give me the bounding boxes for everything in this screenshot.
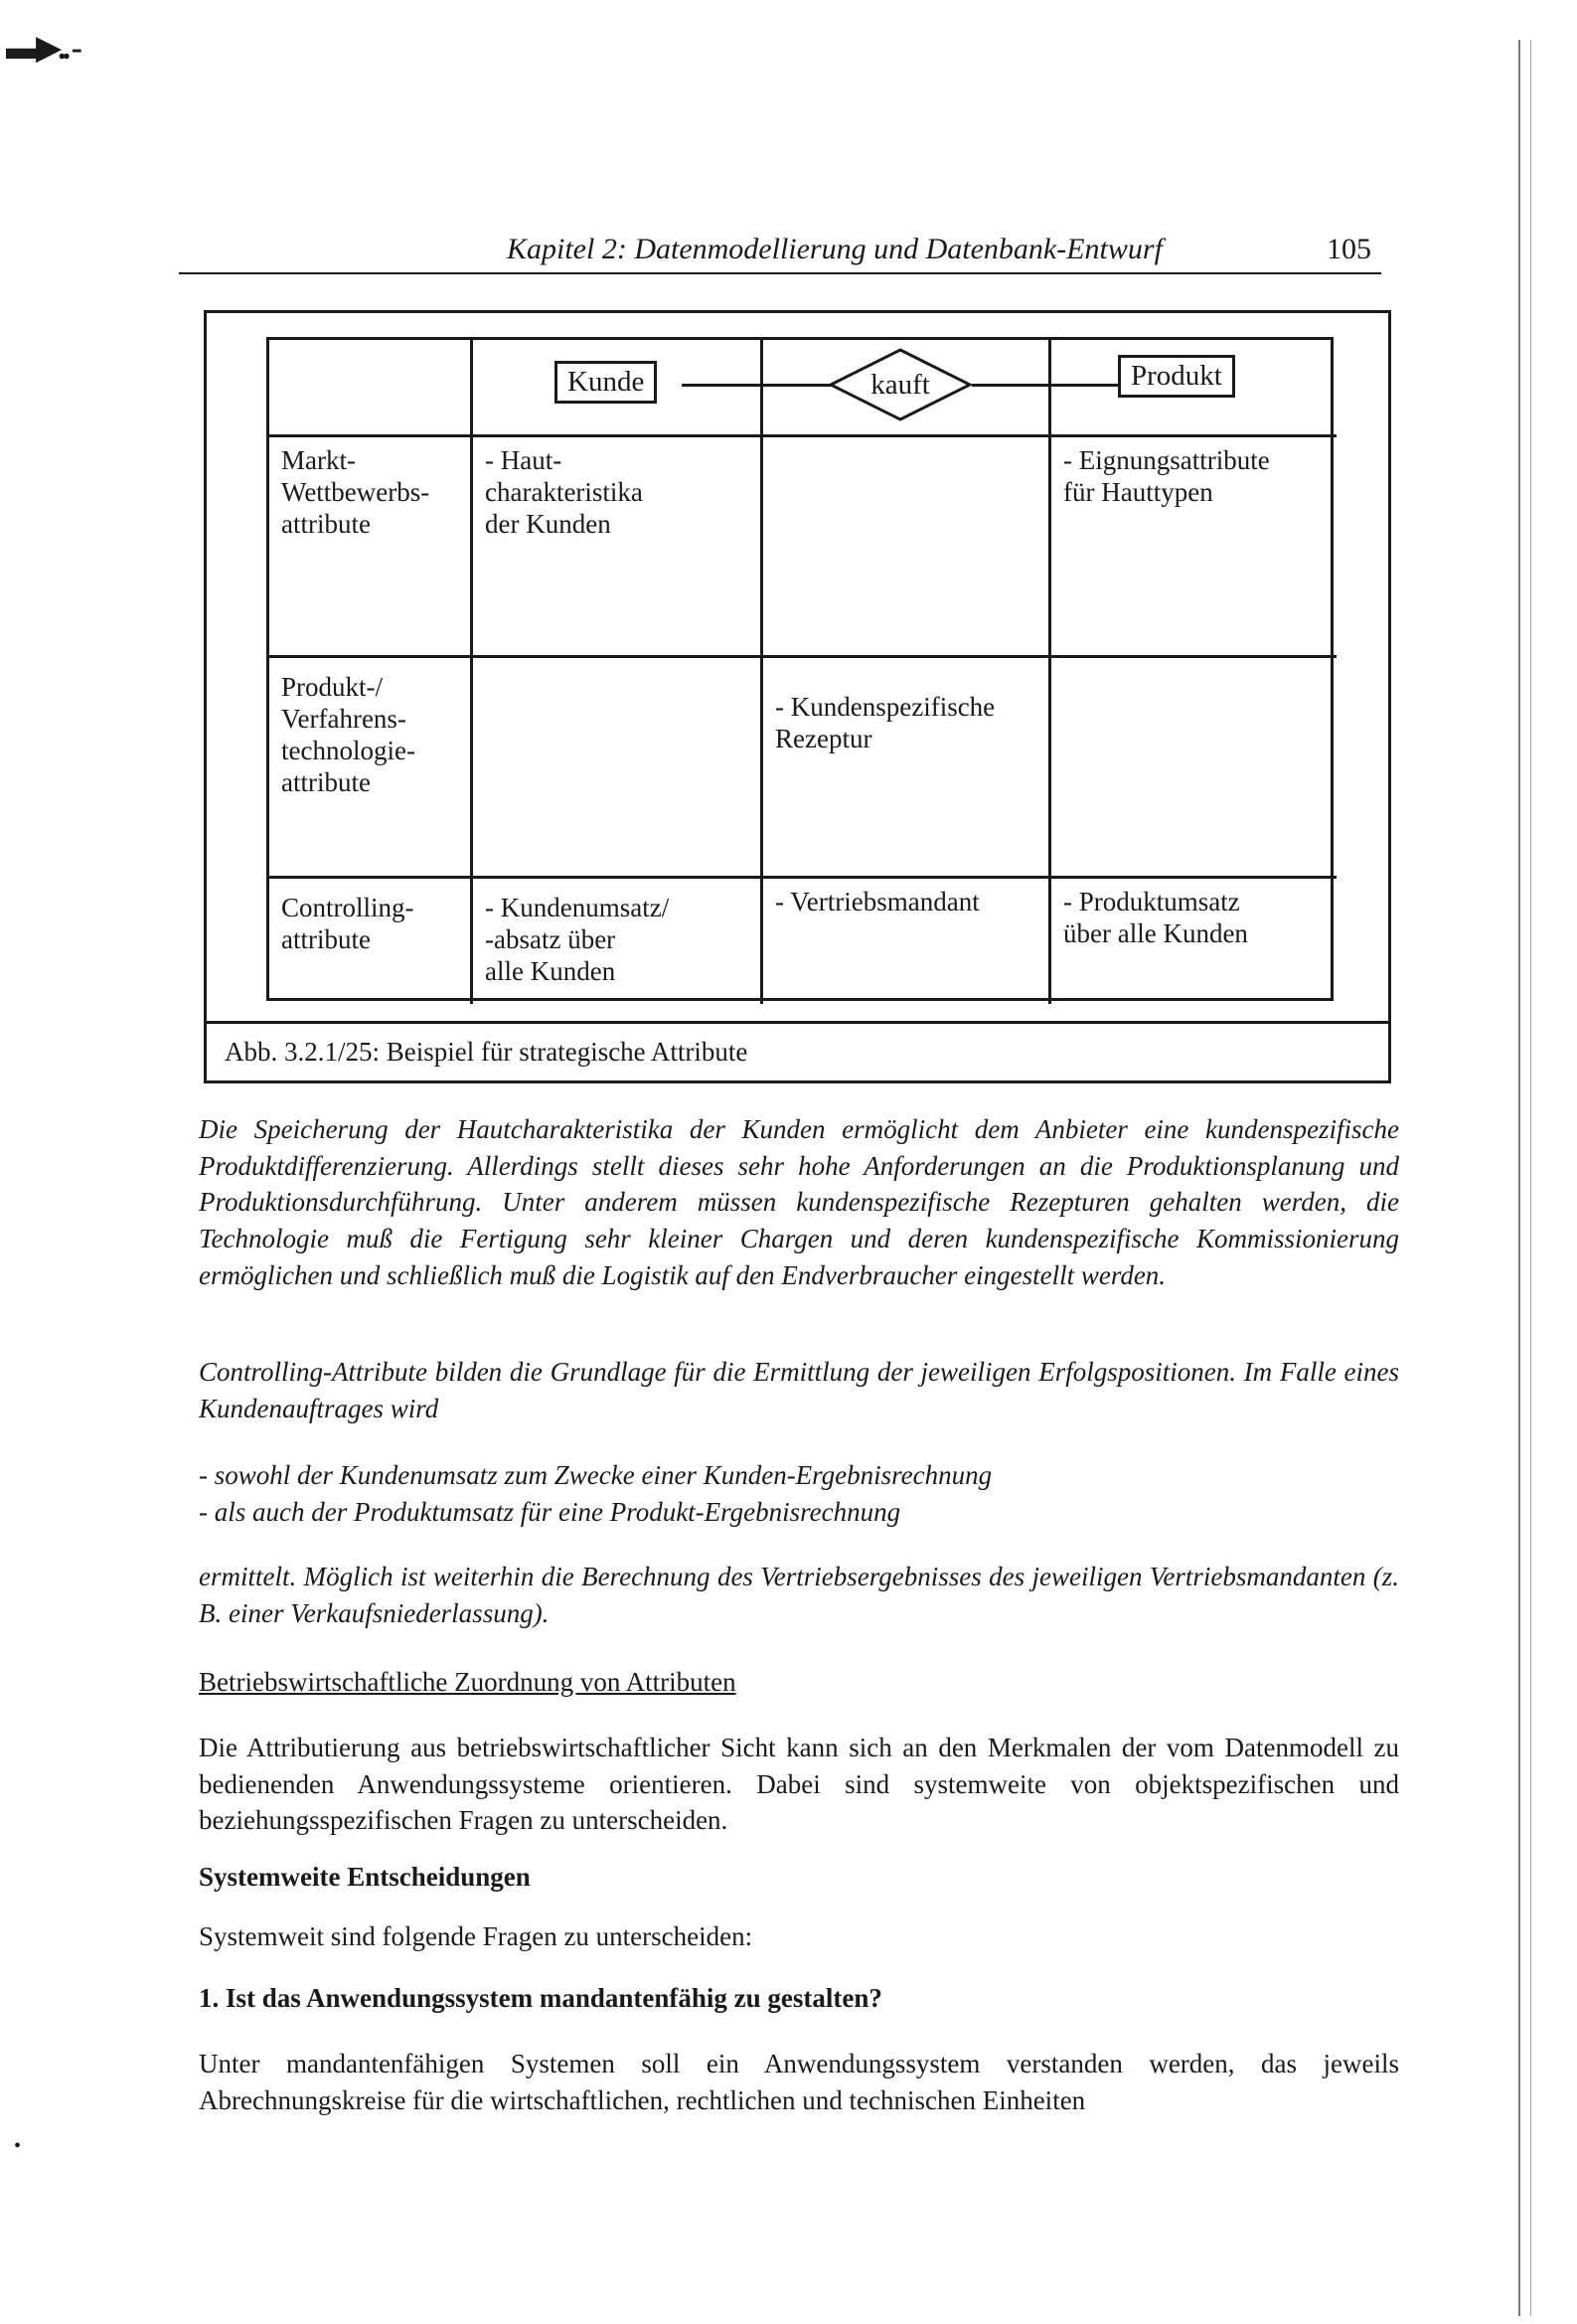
matrix-cell: - Kundenumsatz/ -absatz über alle Kunden xyxy=(473,879,763,1004)
paragraph: ermittelt. Möglich ist weiterhin die Berechnung des Vertriebsergebnisses des jeweiligen Vertriebsmandanten (z. B. einer Verkaufsniederlassung). xyxy=(199,1562,1399,1628)
paragraph: Die Attributierung aus betriebswirtschaftlicher Sicht kann sich an den Merkmalen der vom Datenmodell zu bedienenden Anwendungssysteme orientieren. Dabei sind systemweite von objektspezifischen und beziehungsspezifischen Fragen zu unterscheiden. xyxy=(199,1733,1399,1836)
paragraph: Controlling-Attribute bilden die Grundlage für die Ermittlung der jeweiligen Erfolgspositionen. Im Falle eines Kundenauftrages wird xyxy=(199,1357,1399,1423)
matrix-cell xyxy=(763,437,1051,658)
chapter-title: Kapitel 2: Datenmodellierung und Datenbank-Entwurf xyxy=(507,233,1163,265)
page-number: 105 xyxy=(1327,233,1371,265)
relationship-kauft xyxy=(828,347,973,422)
matrix-cell xyxy=(473,658,763,879)
section-heading: Betriebswirtschaftliche Zuordnung von Attributen xyxy=(199,1667,736,1697)
corner-cell xyxy=(269,340,473,437)
attribute-matrix xyxy=(266,337,1334,1001)
paragraph: Die Speicherung der Hautcharakteristika der Kunden ermöglicht dem Anbieter eine kundenspezifische Produktdifferenzierung. Allerdings stellt dieses sehr hohe Anforderungen an die Produktionsplanung und Produktionsdurchführung. Unter anderem müssen kundenspezifische Rezepturen gehalten werden, die Technologie muß die Fertigung sehr kleiner Chargen und deren kundenspezifische Kommissionierung ermöglichen und schließlich muß die Logistik auf den Endverbraucher eingestellt werden. xyxy=(199,1114,1399,1290)
connector-line xyxy=(682,384,833,387)
scan-artifact-dot: • xyxy=(14,2135,22,2157)
question-heading: 1. Ist das Anwendungssystem mandantenfähig zu gestalten? xyxy=(199,1983,882,2013)
matrix-cell: - Vertriebsmandant xyxy=(763,879,1051,1004)
figure-box xyxy=(204,310,1391,1083)
matrix-cell: - Produktumsatz über alle Kunden xyxy=(1063,887,1248,948)
list-item: - als auch der Produktumsatz für eine Produkt-Ergebnisrechnung xyxy=(199,1496,901,1527)
caption-divider xyxy=(207,1021,1388,1024)
matrix-cell xyxy=(1051,658,1337,879)
attribute-grid xyxy=(266,337,1334,1001)
scan-artifact-mark: ▬▶.. - xyxy=(6,30,79,67)
entity-kunde: Kunde xyxy=(554,361,657,404)
row-label: Produkt-/ Verfahrens- technologie- attribute xyxy=(269,658,473,879)
matrix-cell: - Kundenspezifische Rezeptur xyxy=(763,658,1051,879)
paragraph: Unter mandantenfähigen Systemen soll ein Anwendungssystem verstanden werden, das jeweils Abrechnungskreise für die wirtschaftlichen, rechtlichen und technischen Einheiten xyxy=(199,2049,1399,2115)
row-label: Markt- Wettbewerbs- attribute xyxy=(269,437,473,658)
subheading: Systemweite Entscheidungen xyxy=(199,1862,531,1892)
bullet-list xyxy=(199,1457,1399,1530)
entity-produkt: Produkt xyxy=(1118,355,1235,398)
row-label: Controlling- attribute xyxy=(269,879,473,1004)
relationship-label: kauft xyxy=(870,369,930,401)
scan-edge-line xyxy=(1530,40,1531,2316)
matrix-cell: - Haut- charakteristika der Kunden xyxy=(473,437,763,658)
connector-line xyxy=(972,384,1123,387)
figure-caption: Abb. 3.2.1/25: Beispiel für strategische Attribute xyxy=(225,1037,748,1067)
paragraph: Systemweit sind folgende Fragen zu unterscheiden: xyxy=(199,1921,753,1951)
list-item: - sowohl der Kundenumsatz zum Zwecke einer Kunden-Ergebnisrechnung xyxy=(199,1460,993,1490)
page-header xyxy=(179,227,1381,274)
scan-edge-line xyxy=(1518,40,1520,2316)
matrix-cell: - Eignungsattribute für Hauttypen xyxy=(1051,437,1337,658)
